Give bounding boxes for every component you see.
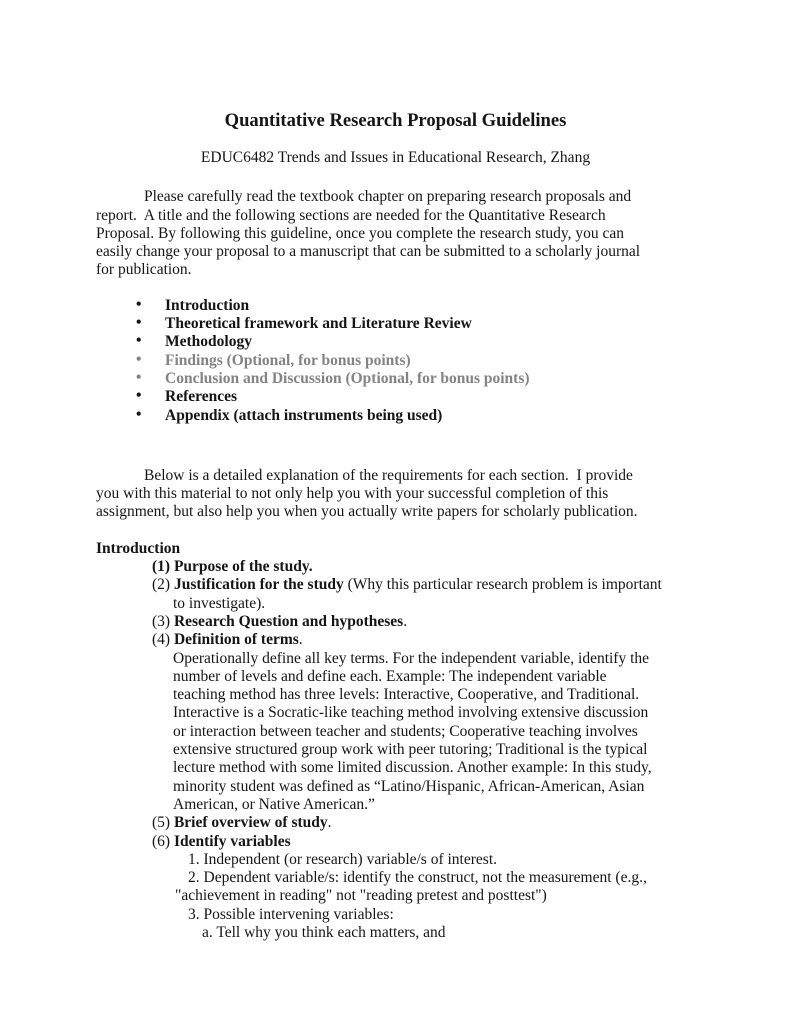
sub-item-line: 3. Possible intervening variables: <box>188 905 394 923</box>
document-title: Quantitative Research Proposal Guidelines <box>224 110 567 131</box>
item-text-segment: Brief overview of study <box>173 814 328 832</box>
numbered-item-body-line: American, or Native American.” <box>173 795 375 813</box>
introduction-numbered-list <box>96 558 695 942</box>
section-bullet-label: Appendix (attach instruments being used) <box>165 406 443 424</box>
paragraph-line: Proposal. By following this guideline, once you complete the research study, you can <box>96 224 625 242</box>
numbered-item-continuation: to investigate). <box>173 594 266 612</box>
item-text-segment: . <box>327 814 332 832</box>
item-text-segment: . <box>403 612 408 630</box>
bullet-icon: • <box>136 387 142 405</box>
section-bullet <box>96 297 695 315</box>
paragraph-line: assignment, but also help you when you actually write papers for scholarly publication. <box>96 503 638 521</box>
item-number: (3) <box>152 612 171 630</box>
item-text-segment: Identify variables <box>173 832 291 850</box>
introduction-heading: Introduction <box>96 539 181 557</box>
numbered-item <box>96 631 695 649</box>
item-text-segment: Purpose of the study. <box>173 558 313 576</box>
section-bullet-label: Introduction <box>165 296 250 314</box>
item-text-segment: (Why this particular research problem is important <box>343 576 662 594</box>
section-bullet-label: Methodology <box>165 333 252 351</box>
bullet-icon: • <box>136 368 142 386</box>
sub-item-line: 2. Dependent variable/s: identify the construct, not the measurement (e.g., <box>188 869 647 887</box>
numbered-item-body-line: teaching method has three levels: Interactive, Cooperative, and Traditional. <box>173 686 640 704</box>
bullet-icon: • <box>136 314 142 332</box>
sub-item-line: "achievement in reading" not "reading pretest and posttest") <box>175 887 547 905</box>
paragraph-line: Please carefully read the textbook chapter on preparing research proposals and <box>144 188 632 206</box>
paragraph-line: for publication. <box>96 261 192 279</box>
section-bullet <box>96 315 695 333</box>
paragraph-line: report. A title and the following sections are needed for the Quantitative Research <box>96 206 606 224</box>
sub-sub-item-line: a. Tell why you think each matters, and <box>202 923 446 941</box>
section-bullet-label: Conclusion and Discussion (Optional, for bonus points) <box>165 369 530 387</box>
numbered-item <box>96 833 695 851</box>
paragraph-line: Below is a detailed explanation of the requirements for each section. I provide <box>144 466 633 484</box>
item-number: (2) <box>152 576 171 594</box>
section-bullet-label: References <box>165 388 238 406</box>
section-bullet-label: Theoretical framework and Literature Review <box>165 315 472 333</box>
bullet-icon: • <box>136 332 142 350</box>
item-text-segment: . <box>298 631 303 649</box>
section-bullet <box>96 407 695 425</box>
item-text-segment: Definition of terms <box>173 631 299 649</box>
numbered-item-body-line: Operationally define all key terms. For the independent variable, identify the <box>173 649 650 667</box>
section-bullet <box>96 370 695 388</box>
item-number: (4) <box>152 631 171 649</box>
bullet-icon: • <box>136 350 142 368</box>
section-bullet <box>96 352 695 370</box>
course-line: EDUC6482 Trends and Issues in Educational Research, Zhang <box>200 149 591 166</box>
numbered-item <box>96 576 695 594</box>
numbered-item <box>96 814 695 832</box>
numbered-item-body-line: minority student was defined as “Latino/Hispanic, African-American, Asian <box>173 777 645 795</box>
item-text-segment: Research Question and hypotheses <box>173 612 404 630</box>
section-bullet <box>96 388 695 406</box>
section-bullet-label: Findings (Optional, for bonus points) <box>165 351 411 369</box>
paragraph-line: you with this material to not only help you with your successful completion of this <box>96 485 609 503</box>
numbered-item-body-line: number of levels and define each. Example: The independent variable <box>173 667 607 685</box>
paragraph-line: easily change your proposal to a manuscript that can be submitted to a scholarly journal <box>96 243 641 261</box>
numbered-item <box>96 558 695 576</box>
bullet-icon: • <box>136 295 142 313</box>
item-number: (1) <box>152 558 171 576</box>
item-number: (5) <box>152 814 171 832</box>
numbered-item-body-line: Interactive is a Socratic-like teaching method involving extensive discussion <box>173 704 649 722</box>
section-list <box>96 297 695 425</box>
sub-item-line: 1. Independent (or research) variable/s of interest. <box>188 850 498 868</box>
numbered-item <box>96 613 695 631</box>
item-text-segment: Justification for the study <box>173 576 344 594</box>
section-bullet <box>96 333 695 351</box>
explanation-paragraph <box>96 467 695 522</box>
numbered-item-body-line: extensive structured group work with peer tutoring; Traditional is the typical <box>173 741 648 759</box>
numbered-item-body-line: or interaction between teacher and students; Cooperative teaching involves <box>173 722 638 740</box>
intro-paragraph <box>96 188 695 279</box>
bullet-icon: • <box>136 405 142 423</box>
item-number: (6) <box>152 832 171 850</box>
numbered-item-body-line: lecture method with some limited discussion. Another example: In this study, <box>173 759 652 777</box>
